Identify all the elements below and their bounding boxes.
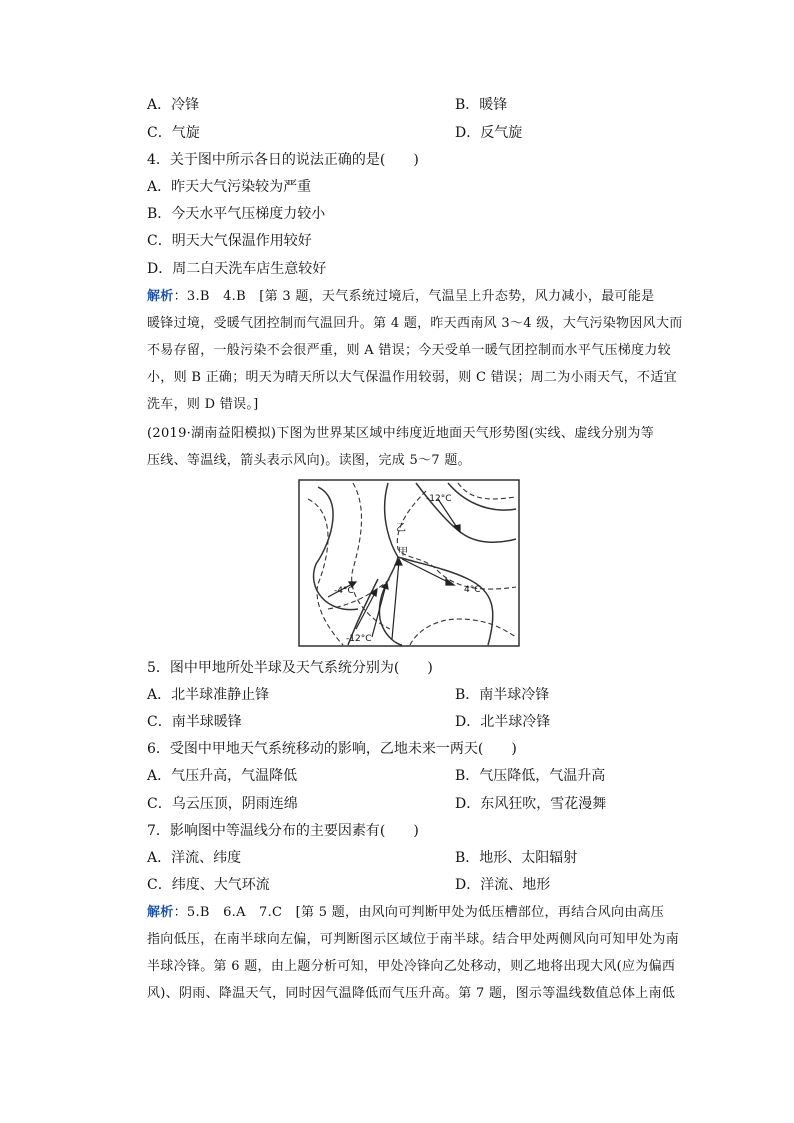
analysis-1-line-5: 洗车，则 D 错误。] — [147, 397, 259, 412]
q3-option-a: A．冷锋 — [147, 97, 200, 113]
q3-option-d: D．反气旋 — [455, 125, 523, 141]
q4-option-b: B．今天水平气压梯度力较小 — [147, 206, 326, 222]
q4-stem: 4．关于图中所示各日的说法正确的是( ) — [147, 152, 419, 168]
analysis-1-line-3: 不易存留，一般污染不会很严重，则 A 错误；今天受单一暖气团控制而水平气压梯度力较 — [147, 343, 671, 358]
temp-label-right: 4°C — [464, 585, 481, 595]
q3-option-b: B．暖锋 — [455, 97, 508, 113]
q6-option-a: A．气压升高，气温降低 — [147, 768, 298, 784]
label-yi: 乙 — [396, 523, 406, 534]
q5-stem: 5．图中甲地所处半球及天气系统分别为( ) — [147, 660, 433, 676]
q6-option-d: D．东风狂吹，雪花漫舞 — [455, 796, 607, 812]
q7-option-c: C．纬度、大气环流 — [147, 877, 270, 893]
analysis-2-line-4: 风)、阴雨、降温天气，同时因气温降低而气压升高。第 7 题，图示等温线数值总体上南低 — [147, 986, 676, 1001]
q4-option-d: D．周二白天洗车店生意较好 — [147, 261, 327, 277]
analysis-1-line-2: 暖锋过境，受暖气团控制而气温回升。第 4 题，昨天西南风 3～4 级，大气污染物因风大而 — [147, 316, 683, 331]
weather-map-figure — [298, 479, 520, 647]
analysis-2-line-1: 解析：5.B 6.A 7.C [第 5 题，由风向可判断甲处为低压槽部位，再结合风向由高压 — [147, 905, 665, 920]
intro-line-1: (2019·湖南益阳模拟)下图为世界某区域中纬度近地面天气形势图(实线、虚线分别为等 — [147, 426, 655, 441]
intro-line-2: 压线、等温线，箭头表示风向)。读图，完成 5～7 题。 — [147, 453, 471, 468]
q7-option-d: D．洋流、地形 — [455, 877, 551, 893]
q6-stem: 6．受图中甲地天气系统移动的影响，乙地未来一两天( ) — [147, 741, 517, 757]
temp-label-top: -12°C — [426, 494, 452, 504]
analysis-1-line-4: 小，则 B 正确；明天为晴天所以大气保温作用较弱，则 C 错误；周二为小雨天气，不适宜 — [147, 370, 677, 385]
analysis-1-line-1: 解析：3.B 4.B [第 3 题，天气系统过境后，气温呈上升态势，风力减小，最可能是 — [147, 289, 655, 304]
q7-option-b: B．地形、太阳辐射 — [455, 850, 578, 866]
q5-option-d: D．北半球冷锋 — [455, 714, 551, 730]
q7-option-a: A．洋流、纬度 — [147, 850, 242, 866]
analysis-label: 解析 — [147, 905, 174, 920]
q5-option-a: A．北半球准静止锋 — [147, 687, 270, 703]
q5-option-b: B．南半球冷锋 — [455, 687, 550, 703]
analysis-2-line-3: 半球冷锋。第 6 题，由上题分析可知，甲处冷锋向乙处移动，则乙地将出现大风(应为偏西 — [147, 959, 676, 974]
q4-option-a: A．昨天大气污染较为严重 — [147, 179, 312, 195]
label-jia: 甲 — [398, 547, 408, 558]
analysis-label: 解析 — [147, 289, 174, 304]
q4-option-c: C．明天大气保温作用较好 — [147, 233, 312, 249]
q3-option-c: C．气旋 — [147, 125, 200, 141]
q7-stem: 7．影响图中等温线分布的主要因素有( ) — [147, 823, 419, 839]
temp-label-bottom: -12°C — [346, 634, 372, 644]
q6-option-b: B．气压降低，气温升高 — [455, 768, 606, 784]
analysis-2-line-2: 指向低压，在南半球向左偏，可判断图示区域位于南半球。结合甲处两侧风向可知甲处为南 — [147, 932, 680, 947]
temp-label-left: -4°C — [334, 586, 354, 596]
q6-option-c: C．乌云压顶，阴雨连绵 — [147, 796, 298, 812]
q5-option-c: C．南半球暖锋 — [147, 714, 242, 730]
